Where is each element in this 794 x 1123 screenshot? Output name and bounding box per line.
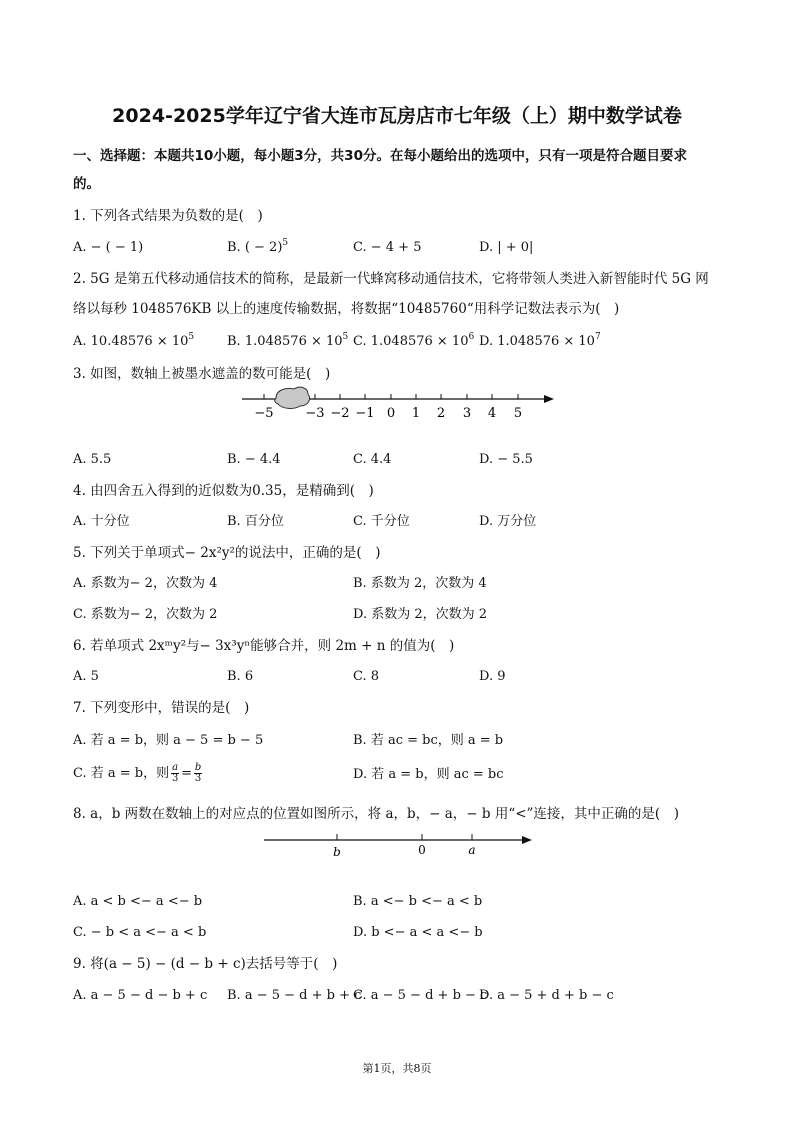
q9-option-c: C. a − 5 − d + b − c	[353, 988, 488, 1003]
q4-option-c: C. 千分位	[353, 514, 410, 529]
ink-blot	[275, 387, 310, 408]
number-line-figure-q8	[260, 830, 540, 860]
question-2-stem-cont: 络以每秒 1048576KB 以上的速度传输数据，将数据“10485760“用科学记数法表示为( )	[73, 301, 620, 317]
tick-label: 3	[462, 406, 472, 421]
q1-option-d: D. | + 0|	[479, 240, 534, 255]
tick-label: 5	[513, 406, 523, 421]
question-7-stem: 7. 下列变形中，错误的是( )	[73, 700, 250, 716]
page-footer: 第1页，共8页	[362, 1062, 432, 1075]
q8-option-c: C. − b < a <− a < b	[73, 925, 207, 940]
question-2-stem: 2. 5G 是第五代移动通信技术的简称，是最新一代蜂窝移动通信技术，它将带领人类进入新智能时代 5G 网	[73, 271, 709, 287]
q6-option-d: D. 9	[479, 669, 506, 684]
q9-option-b: B. a − 5 − d + b + c	[227, 988, 362, 1003]
question-4-stem: 4. 由四舍五入得到的近似数为0.35，是精确到( )	[73, 483, 374, 499]
q3-option-d: D. − 5.5	[479, 452, 533, 467]
tick-label: 2	[436, 406, 446, 421]
fraction-b-over-3: $\frac{b}{3}$	[194, 762, 202, 784]
q2-option-b: B. $1.048576 \times 10^5$	[227, 332, 349, 349]
q1-option-a: A. − ( − 1)	[73, 240, 144, 255]
page-title: 2024-2025学年辽宁省大连市瓦房店市七年级（上）期中数学试卷	[112, 105, 682, 127]
fraction-a-over-3: $\frac{a}{3}$	[171, 762, 179, 784]
q4-option-b: B. 百分位	[227, 514, 284, 529]
q8-option-d: D. b <− a < a <− b	[353, 925, 483, 940]
q3-option-a: A. 5.5	[73, 452, 112, 467]
section-heading: 一、选择题：本题共10小题，每小题3分，共30分。在每小题给出的选项中，只有一项是符合题目要求	[73, 148, 687, 164]
q1-option-b: B. ( − 2)$^5$	[227, 238, 289, 255]
q5-option-a: A. 系数为− 2，次数为 4	[73, 576, 218, 591]
label-zero: 0	[418, 843, 426, 857]
tick-label: −5	[254, 406, 274, 421]
question-8-stem: 8. a，b 两数在数轴上的对应点的位置如图所示，将 a，b，− a，− b 用“<”连接，其中正确的是( )	[73, 806, 679, 822]
q3-option-c: C. 4.4	[353, 452, 392, 467]
question-3-stem: 3. 如图，数轴上被墨水遮盖的数可能是( )	[73, 366, 331, 382]
q5-option-d: D. 系数为 2，次数为 2	[353, 607, 488, 622]
q6-option-b: B. 6	[227, 669, 254, 684]
q2-option-a: A. $10.48576 \times 10^5$	[73, 332, 195, 349]
question-1-stem: 1. 下列各式结果为负数的是( )	[73, 208, 263, 224]
q5-option-c: C. 系数为− 2，次数为 2	[73, 607, 218, 622]
q9-option-a: A. a − 5 − d − b + c	[73, 988, 208, 1003]
question-6-stem: 6. 若单项式 2xᵐy²与− 3x³yⁿ能够合并，则 2m + n 的值为( )	[73, 638, 455, 654]
tick-label: 4	[487, 406, 497, 421]
q2-option-c: C. $1.048576 \times 10^6$	[353, 332, 475, 349]
q7-option-b: B. 若 ac = bc，则 a = b	[353, 733, 504, 748]
tick-label: 0	[386, 406, 396, 421]
q4-option-d: D. 万分位	[479, 514, 537, 529]
label-b: b	[333, 845, 341, 859]
q4-option-a: A. 十分位	[73, 514, 130, 529]
question-5-stem: 5. 下列关于单项式− 2x²y²的说法中，正确的是( )	[73, 545, 381, 561]
section-heading-cont: 的。	[73, 176, 100, 192]
number-line-figure-q3	[238, 384, 558, 424]
q8-option-a: A. a < b <− a <− b	[73, 894, 203, 909]
q1-option-c: C. − 4 + 5	[353, 240, 422, 255]
q7-option-a: A. 若 a = b，则 a − 5 = b − 5	[73, 733, 264, 748]
q6-option-c: C. 8	[353, 669, 380, 684]
label-a: a	[468, 843, 476, 857]
tick-label: −3	[305, 406, 325, 421]
q7-option-d: D. 若 a = b，则 ac = bc	[353, 767, 504, 782]
q2-option-d: D. $1.048576 \times 10^7$	[479, 332, 601, 349]
question-9-stem: 9. 将(a − 5) − (d − b + c)去括号等于( )	[73, 956, 338, 972]
q3-option-b: B. − 4.4	[227, 452, 281, 467]
tick-label: −2	[330, 406, 350, 421]
tick-label: 1	[411, 406, 421, 421]
q9-option-d: D. a − 5 + d + b − c	[479, 988, 614, 1003]
tick-label: −1	[355, 406, 375, 421]
q7-option-c: C. 若 a = b，则 $\frac{a}{3}$ = $\frac{b}{3}$	[73, 762, 202, 784]
q5-option-b: B. 系数为 2，次数为 4	[353, 576, 487, 591]
q6-option-a: A. 5	[73, 669, 99, 684]
q8-option-b: B. a <− b <− a < b	[353, 894, 483, 909]
